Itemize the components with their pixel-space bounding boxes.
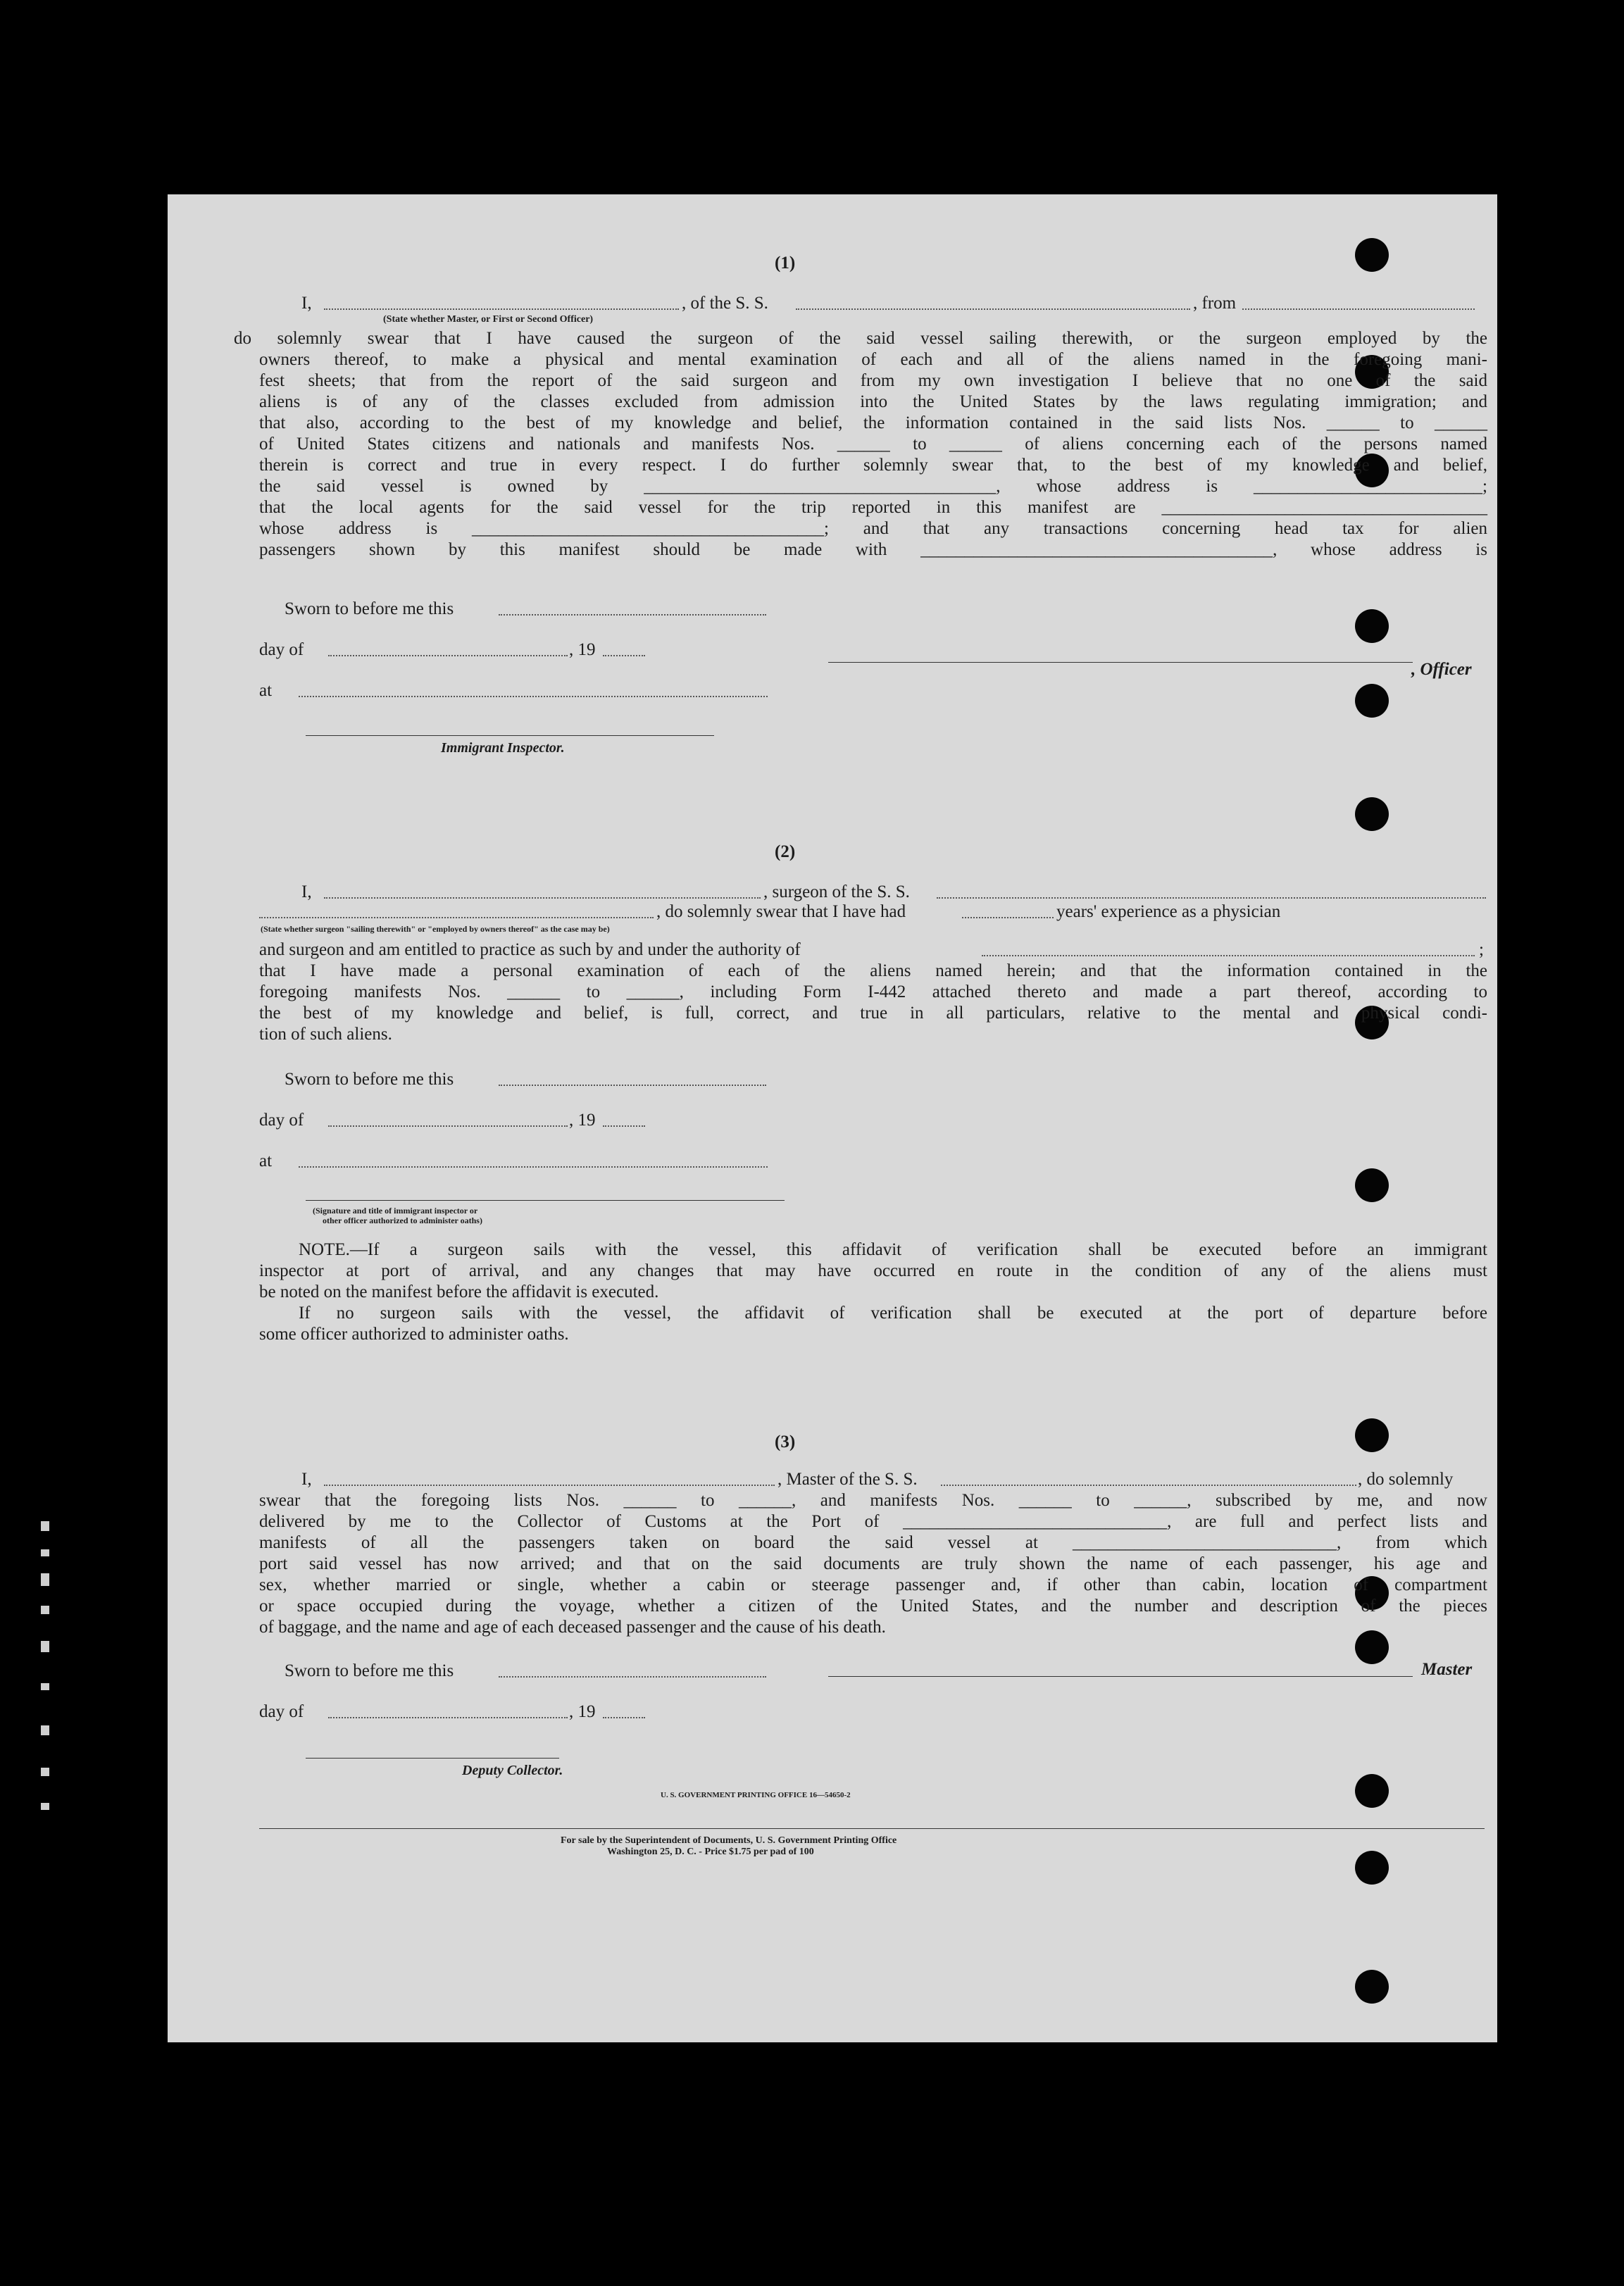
month-field[interactable]	[328, 1717, 568, 1718]
section-3-body-line: of baggage, and the name and age of each deceased passenger and the cause of his death.	[259, 1618, 886, 1637]
section-2-number: (2)	[775, 842, 796, 861]
note-line: some officer authorized to administer oaths.	[259, 1325, 569, 1344]
section-3-body-line: swear that the foregoing lists Nos. ______ to ______, and manifests Nos. ______ to ______, subscribed by me, and now	[259, 1491, 1487, 1510]
section-1-body-line: that the local agents for the said vessel for the trip reported in this manifest are _____________________________________	[259, 498, 1487, 517]
section-2-body-line: and surgeon and am entitled to practice as such by and under the authority of	[259, 940, 801, 959]
from-label: , from	[1193, 294, 1237, 313]
solemnly-label: , do solemnly	[1358, 1470, 1454, 1489]
sworn-label: Sworn to before me this	[285, 1661, 454, 1680]
section-2-body-line: that I have made a personal examination of each of the aliens named herein; and that the information contained in the	[259, 961, 1487, 980]
month-field[interactable]	[328, 1125, 568, 1127]
prefix: I,	[301, 294, 312, 313]
signature-hint: (Signature and title of immigrant inspector or	[313, 1206, 478, 1216]
sale-line-1: For sale by the Superintendent of Documents, U. S. Government Printing Office	[561, 1835, 897, 1846]
from-port-field[interactable]	[1242, 308, 1475, 310]
section-1-body-line: passengers shown by this manifest should be made with ________________________________________, whose address is	[259, 540, 1487, 559]
section-3-body-line: sex, whether married or single, whether a cabin or steerage passenger and, if other than cabin, location of compartment	[259, 1575, 1487, 1594]
semicolon: ;	[1479, 940, 1484, 959]
year-field[interactable]	[603, 1125, 645, 1127]
at-label: at	[259, 681, 273, 700]
year-label: , 19	[569, 640, 596, 659]
section-2-line-1: I,	[301, 882, 312, 901]
footer-rule	[259, 1828, 1485, 1829]
immigrant-inspector-label: Immigrant Inspector.	[441, 740, 565, 756]
year-label: , 19	[569, 1111, 596, 1130]
surgeon-type-field[interactable]	[259, 917, 654, 918]
section-1-body-line: owners thereof, to make a physical and mental examination of each and all of the aliens named in the foregoing mani-	[259, 350, 1487, 369]
at-place-field[interactable]	[299, 696, 768, 697]
punch-hole	[1355, 1970, 1389, 2004]
section-1-number: (1)	[775, 254, 796, 273]
swear-label: , do solemnly swear that I have had	[656, 902, 906, 921]
punch-hole	[1355, 1774, 1389, 1808]
collector-signature-line[interactable]	[306, 1758, 559, 1759]
master-label: Master	[1421, 1660, 1473, 1679]
section-3-body-line: manifests of all the passengers taken on board the said vessel at ______________________________, from which	[259, 1533, 1487, 1552]
master-name-field[interactable]	[324, 308, 679, 310]
at-place-field[interactable]	[299, 1166, 768, 1168]
day-of-label: day of	[259, 1111, 304, 1130]
sworn-label: Sworn to before me this	[285, 599, 454, 618]
inspector-signature-line[interactable]	[306, 1200, 785, 1201]
sworn-date-field[interactable]	[499, 614, 766, 616]
section-3-number: (3)	[775, 1432, 796, 1451]
note-line: NOTE.—If a surgeon sails with the vessel, this affidavit of verification shall be executed before an immigrant	[299, 1240, 1487, 1259]
section-1-body-line: the said vessel is owned by ________________________________________, whose address is __________________________;	[259, 477, 1487, 496]
section-3-body-line: delivered by me to the Collector of Customs at the Port of ______________________________, are full and perfect lists and	[259, 1512, 1487, 1531]
print-office-line: U. S. GOVERNMENT PRINTING OFFICE 16—54650-2	[661, 1791, 851, 1799]
day-of-label: day of	[259, 1702, 304, 1721]
inspector-signature-line[interactable]	[306, 735, 714, 736]
manifest-page	[168, 194, 1497, 2042]
surgeon-of-label: , surgeon of the S. S.	[763, 882, 910, 901]
margin-marks	[41, 1521, 62, 1817]
officer-signature-line[interactable]	[828, 662, 1413, 663]
year-field[interactable]	[603, 655, 645, 656]
sworn-label: Sworn to before me this	[285, 1070, 454, 1089]
surgeon-name-field[interactable]	[324, 897, 761, 899]
deputy-collector-label: Deputy Collector.	[462, 1763, 563, 1778]
section-1-body-line: therein is correct and true in every respect. I do further solemnly swear that, to the best of my knowledge and belief,	[259, 456, 1487, 475]
master-vessel-field[interactable]	[941, 1485, 1356, 1486]
section-1-body-line: do solemnly swear that I have caused the surgeon of the said vessel sailing therewith, or the surgeon employed by the	[234, 329, 1487, 348]
section-2-body-line: tion of such aliens.	[259, 1025, 392, 1044]
vessel-name-field[interactable]	[796, 308, 1190, 310]
section-2-body-line: foregoing manifests Nos. ______ to ______, including Form I-442 attached thereto and made a part thereof, according to	[259, 982, 1487, 1001]
punch-hole	[1355, 1851, 1389, 1885]
vessel-label: , of the S. S.	[682, 294, 768, 313]
section-3-line-1: I,	[301, 1470, 312, 1489]
officer-label: , Officer	[1411, 660, 1472, 679]
surgeon-hint: (State whether surgeon "sailing therewith" or "employed by owners thereof" as the case may be)	[261, 924, 610, 934]
section-1-body-line: aliens is of any of the classes excluded from admission into the United States by the laws regulating immigration; and	[259, 392, 1487, 411]
years-field[interactable]	[962, 917, 1054, 918]
punch-hole	[1355, 797, 1389, 831]
punch-hole	[1355, 609, 1389, 643]
section-1-body-line: of United States citizens and nationals and manifests Nos. ______ to ______ of aliens concerning each of the persons named	[259, 435, 1487, 454]
note-line: inspector at port of arrival, and any changes that may have occurred en route in the condition of any of the aliens must	[259, 1261, 1487, 1280]
signature-hint: other officer authorized to administer oaths)	[323, 1216, 482, 1225]
section-1-body-line: whose address is ________________________________________; and that any transactions concerning head tax for alien	[259, 519, 1487, 538]
year-field[interactable]	[603, 1717, 645, 1718]
day-of-label: day of	[259, 640, 304, 659]
experience-label: years' experience as a physician	[1056, 902, 1281, 921]
punch-hole	[1355, 1418, 1389, 1452]
master-name-field[interactable]	[324, 1485, 775, 1486]
at-label: at	[259, 1151, 273, 1170]
section-1-line-1	[301, 293, 312, 313]
year-label: , 19	[569, 1702, 596, 1721]
master-of-label: , Master of the S. S.	[777, 1470, 918, 1489]
officer-hint: (State whether Master, or First or Second Officer)	[383, 314, 594, 325]
section-1-body-line: fest sheets; that from the report of the said surgeon and from my own investigation I believe that no one of the said	[259, 371, 1487, 390]
punch-hole	[1355, 684, 1389, 718]
sale-line-2: Washington 25, D. C. - Price $1.75 per pad of 100	[607, 1847, 814, 1857]
section-2-body-line: the best of my knowledge and belief, is full, correct, and true in all particulars, relative to the mental and physical condi-	[259, 1004, 1487, 1023]
note-line: If no surgeon sails with the vessel, the affidavit of verification shall be executed at the port of departure before	[299, 1304, 1487, 1323]
punch-hole	[1355, 1630, 1389, 1664]
sworn-date-field[interactable]	[499, 1676, 766, 1678]
punch-hole	[1355, 238, 1389, 272]
section-3-body-line: port said vessel has now arrived; and that on the said documents are truly shown the name of each passenger, his age and	[259, 1554, 1487, 1573]
punch-hole	[1355, 1168, 1389, 1202]
master-signature-line[interactable]	[828, 1676, 1413, 1677]
section-3-body-line: or space occupied during the voyage, whether a citizen of the United States, and the number and description of the pieces	[259, 1597, 1487, 1616]
authority-field[interactable]	[982, 955, 1475, 956]
surgeon-vessel-field[interactable]	[937, 897, 1486, 899]
note-line: be noted on the manifest before the affidavit is executed.	[259, 1282, 659, 1301]
sworn-date-field[interactable]	[499, 1085, 766, 1086]
section-1-body-line: that also, according to the best of my knowledge and belief, the information contained in the said lists Nos. ______ to ______	[259, 413, 1487, 432]
month-field[interactable]	[328, 655, 568, 656]
